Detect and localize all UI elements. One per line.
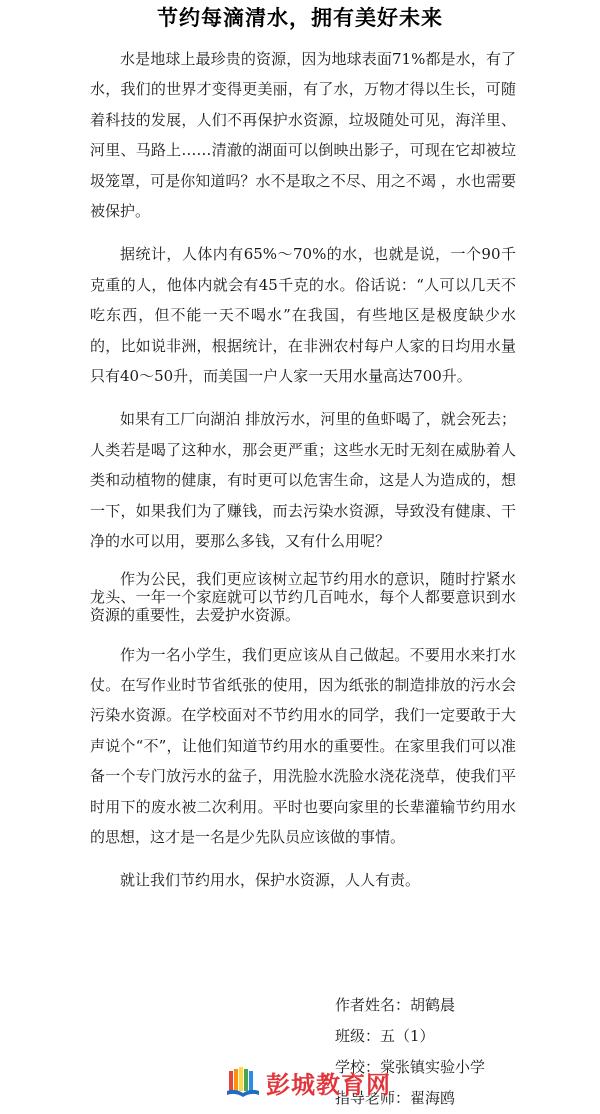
document-title: 节约每滴清水，拥有美好未来 [157, 6, 443, 30]
paragraph-student: 作为一名小学生，我们更应该从自己做起。不要用水来打水仗。在写作业时节省纸张的使用，因为纸张的制造排放的污水会污染水资源。在学校面对不节约用水的同学，我们一定要敢于大声说个“不”，让他们知道节约用水的重要性。在家里我们可以准备一个专门放污水的盆子，用洗脸水洗脸水浇花浇草，使我们平时用下的废水被二次利用。平时也要向家里的长辈灌输节约用水的思想，这才是一名是少先队员应该做的事情。 [90, 645, 516, 846]
open-book-logo-icon [226, 1067, 260, 1097]
teacher-name: 指导老师：翟海鸥 [335, 1089, 456, 1107]
document-body [90, 44, 516, 909]
author-name: 作者姓名：胡鹤晨 [335, 996, 456, 1014]
paragraph-statistics: 据统计，人体内有65%～70%的水，也就是说，一个90千克重的人，他体内就会有45千克的水。俗话说：“人可以几天不吃东西，但不能一天不喝水”在我国，有些地区是极度缺少水的，比如说非洲，根据统计，在非洲农村每户人家的日均用水量只有40～50升，而美国一户人家一天用水量高达700升。 [90, 245, 516, 386]
watermark-text: 彭城教育网 [266, 1070, 391, 1099]
paragraph-citizen: 作为公民，我们更应该树立起节约用水的意识，随时拧紧水龙头、一年一个家庭就可以节约几百吨水，每个人都要意识到水资源的重要性，去爱护水资源。 [90, 569, 516, 624]
paragraph-conclusion: 就让我们节约用水，保护水资源，人人有责。 [120, 871, 421, 890]
site-watermark [226, 1066, 391, 1098]
paragraph-water-resource: 水是地球上最珍贵的资源，因为地球表面71%都是水，有了水，我们的世界才变得更美丽，有了水，万物才得以生长，可随着科技的发展，人们不再保护水资源，垃圾随处可见，海洋里、河里、马路上……清澈的湖面可以倒映出影子，可现在它却被垃圾笼罩，可是你知道吗？水不是取之不尽、用之不竭 ，水也需要被保护。 [90, 50, 516, 221]
class-name: 班级：五（1） [335, 1027, 435, 1045]
school-name: 学校：棠张镇实验小学 [335, 1058, 486, 1076]
paragraph-pollution: 如果有工厂向湖泊 排放污水，河里的鱼虾喝了，就会死去；人类若是喝了这种水，那会更严重；这些水无时无刻在威胁着人类和动植物的健康，有时更可以危害生命，这是人为造成的，想一下，如果我们为了赚钱，而去污染水资源，导致没有健康、干净的水可以用，要那么多钱，又有什么用呢？ [90, 410, 516, 551]
